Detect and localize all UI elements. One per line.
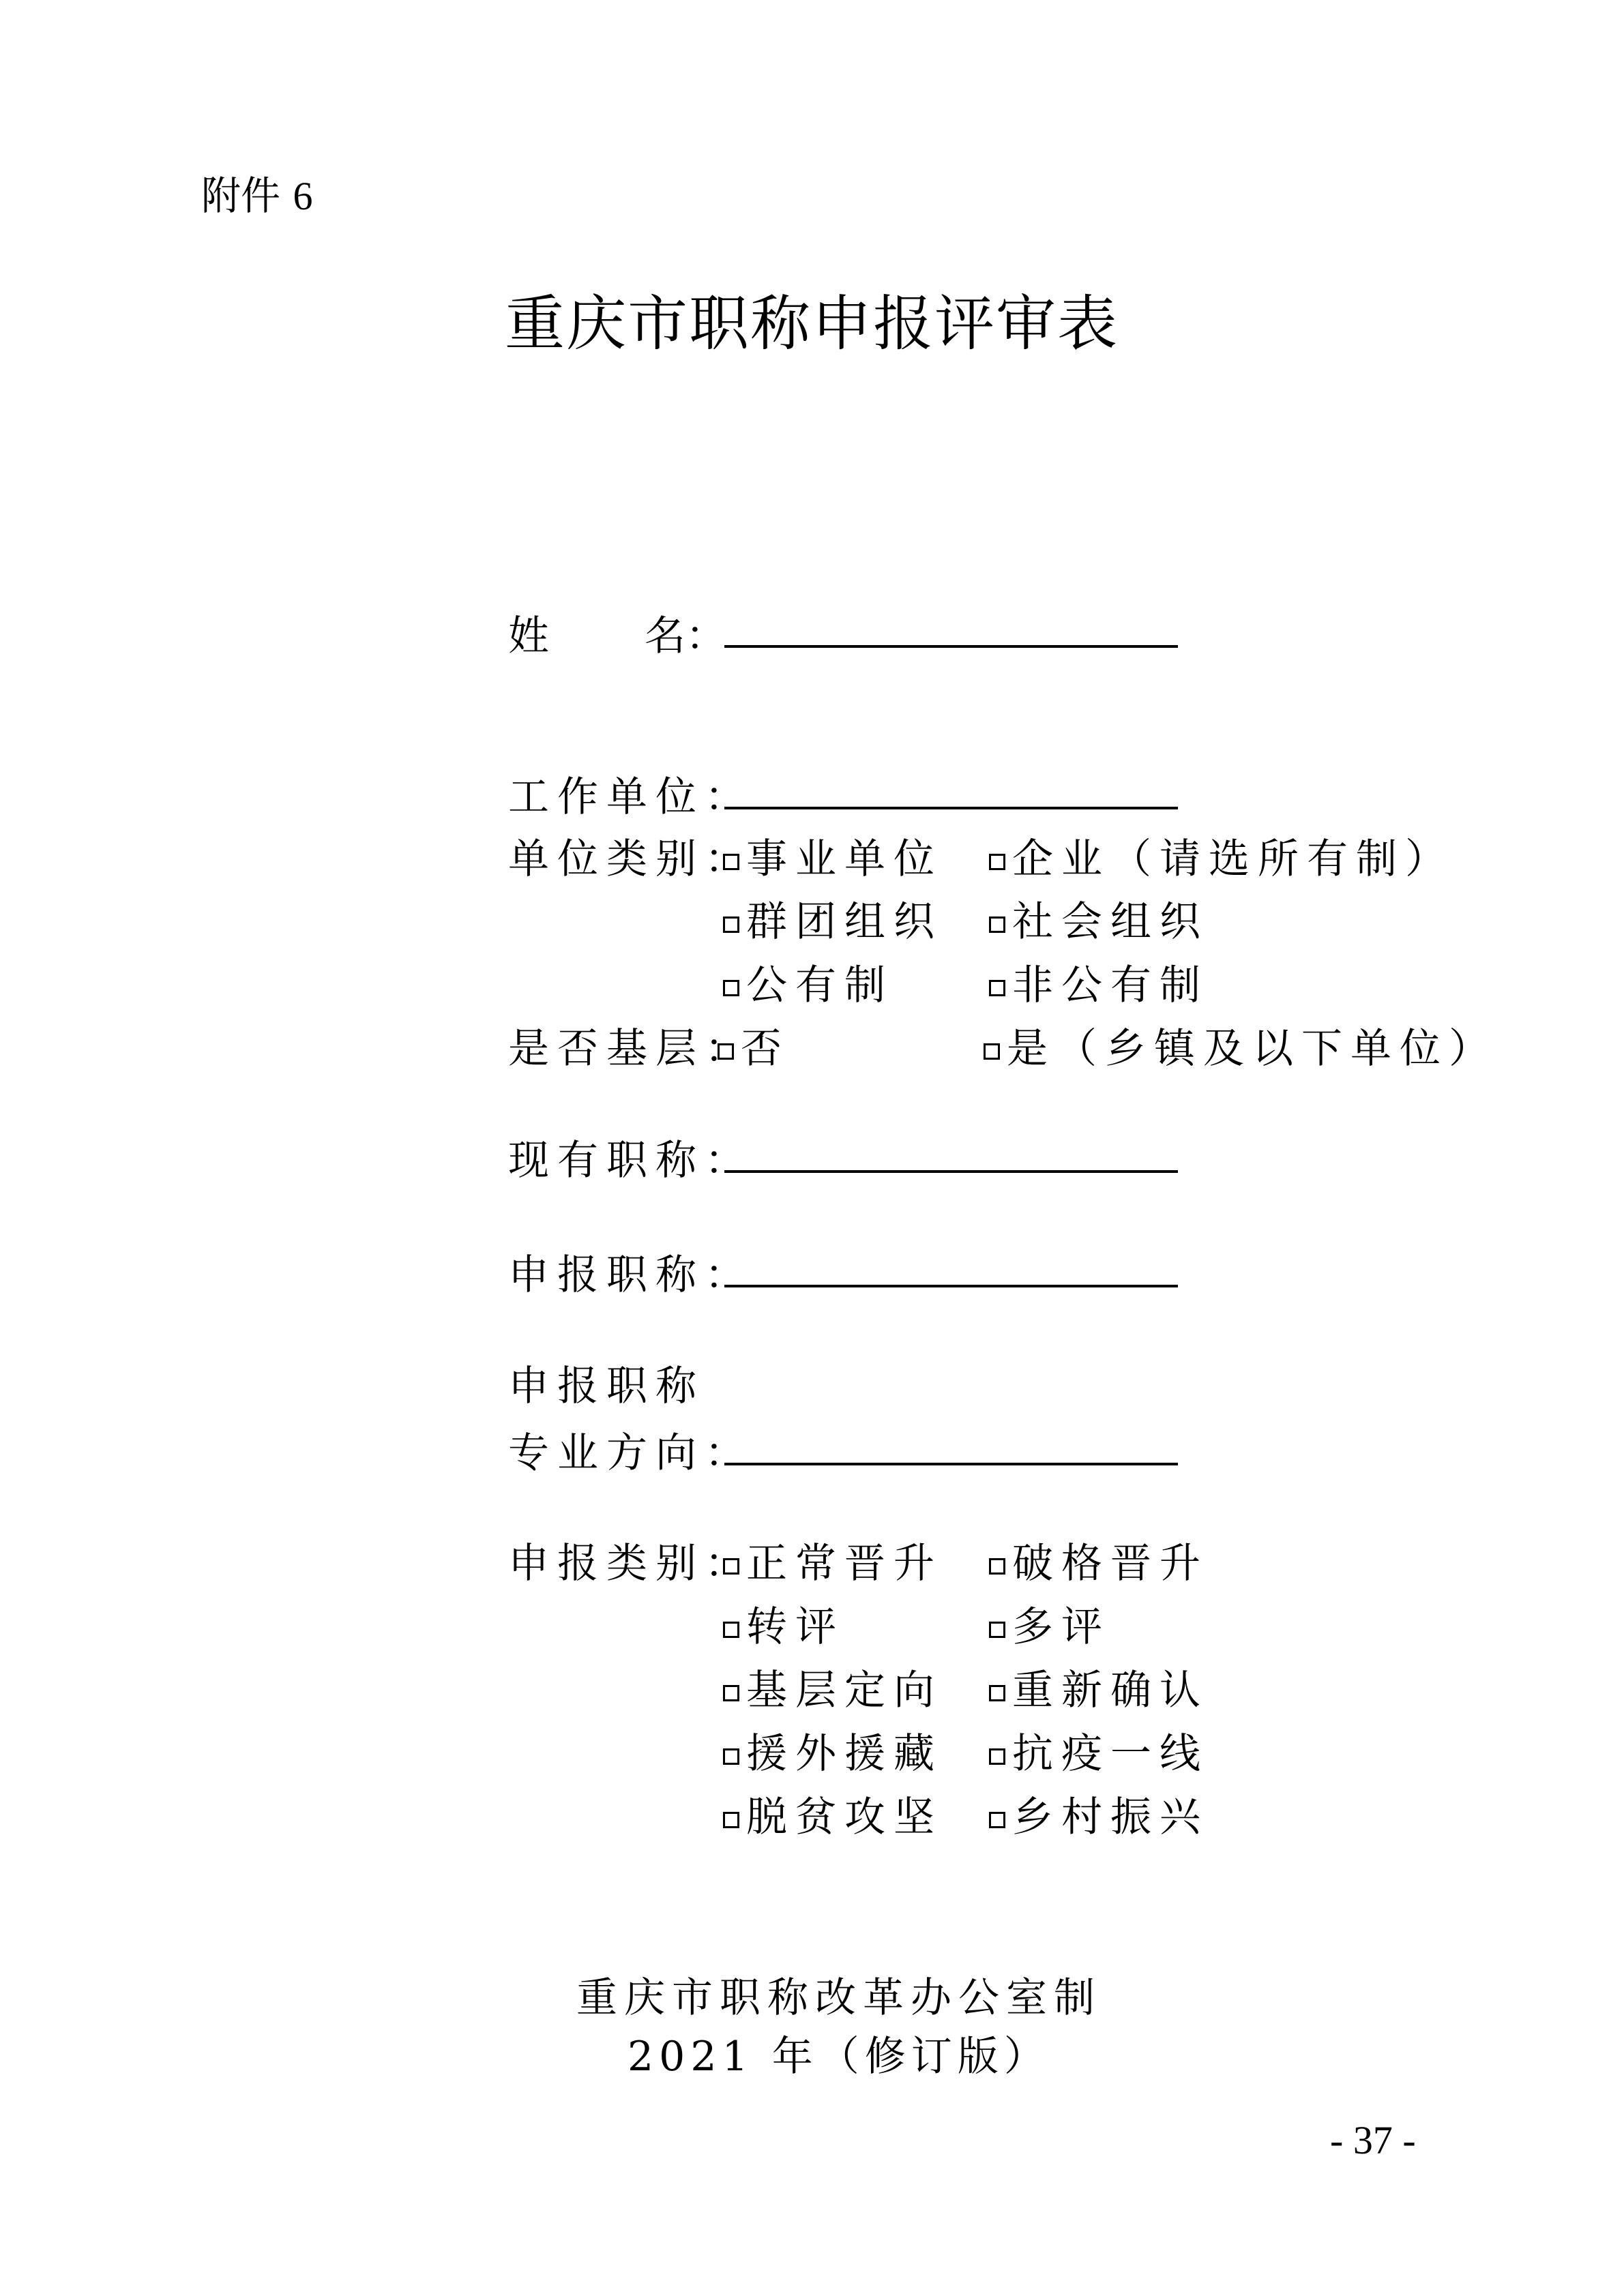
name-field[interactable] <box>724 645 1178 648</box>
apply-type-option-aid-abroad-tibet[interactable] <box>723 1721 943 1780</box>
attachment-number: 6 <box>293 174 313 218</box>
checkbox-icon[interactable] <box>989 1812 1005 1828</box>
option-label: 正常晋升 <box>746 1540 943 1587</box>
applied-title-field[interactable] <box>724 1285 1178 1287</box>
apply-type-option-exceptional-promotion[interactable] <box>989 1531 1209 1590</box>
checkbox-icon[interactable] <box>989 854 1005 870</box>
attachment-text: 附件 <box>201 173 281 219</box>
checkbox-icon[interactable] <box>989 980 1005 996</box>
option-label: 抗疫一线 <box>1012 1730 1209 1778</box>
apply-type-option-reconfirm[interactable] <box>989 1658 1209 1716</box>
current-title-label: 现有职称： <box>508 1137 754 1184</box>
unit-type-label: 单位类别： <box>508 835 754 883</box>
unit-type-option-public-institution[interactable] <box>723 826 943 885</box>
option-label: 公有制 <box>746 961 894 1009</box>
checkbox-icon[interactable] <box>723 1748 739 1765</box>
option-label: 企业（请选所有制） <box>1012 835 1454 883</box>
apply-type-option-poverty-alleviation[interactable] <box>723 1785 943 1843</box>
name-label-second: 名： <box>645 612 726 660</box>
checkbox-icon[interactable] <box>723 1812 739 1828</box>
apply-type-option-anti-epidemic[interactable] <box>989 1721 1209 1780</box>
attachment-label <box>201 164 312 221</box>
checkbox-icon[interactable] <box>718 1043 734 1060</box>
checkbox-icon[interactable] <box>989 1685 1005 1701</box>
apply-type-label: 申报类别： <box>508 1540 754 1587</box>
option-label: 事业单位 <box>746 835 943 883</box>
apply-type-option-grassroots-oriented[interactable] <box>723 1658 943 1716</box>
edition-year: 2021 年（修订版） <box>628 2033 1050 2081</box>
checkbox-icon[interactable] <box>723 1558 739 1575</box>
checkbox-icon[interactable] <box>723 1622 739 1638</box>
option-label: 是（乡镇及以下单位） <box>1007 1025 1498 1073</box>
name-label-first: 姓 <box>508 612 549 660</box>
grassroots-option-yes[interactable] <box>984 1016 1498 1075</box>
checkbox-icon[interactable] <box>989 916 1005 933</box>
checkbox-icon[interactable] <box>989 1558 1005 1575</box>
checkbox-icon[interactable] <box>723 854 739 870</box>
unit-type-option-enterprise[interactable] <box>989 826 1454 885</box>
option-label: 多评 <box>1012 1603 1110 1651</box>
apply-type-option-normal-promotion[interactable] <box>723 1531 943 1590</box>
unit-type-option-mass-organization[interactable] <box>723 889 943 948</box>
checkbox-icon[interactable] <box>723 980 739 996</box>
option-label: 社会组织 <box>1012 898 1209 946</box>
applied-title-label: 申报职称： <box>508 1251 754 1299</box>
option-label: 重新确认 <box>1012 1667 1209 1714</box>
grassroots-option-no[interactable] <box>718 1016 790 1075</box>
apply-type-option-transfer[interactable] <box>723 1594 844 1653</box>
option-label: 乡村振兴 <box>1012 1793 1209 1841</box>
applied-direction-label-line2: 专业方向： <box>508 1429 754 1477</box>
option-label: 群团组织 <box>746 898 943 946</box>
option-label: 基层定向 <box>746 1667 943 1714</box>
unit-type-option-social-organization[interactable] <box>989 889 1209 948</box>
issuing-organization: 重庆市职称改革办公室制 <box>576 1974 1102 2022</box>
option-label: 脱贫攻坚 <box>746 1793 943 1841</box>
option-label: 非公有制 <box>1012 961 1209 1009</box>
checkbox-icon[interactable] <box>723 916 739 933</box>
option-label: 转评 <box>746 1603 844 1651</box>
applied-direction-label-line1: 申报职称 <box>508 1362 705 1410</box>
applied-direction-field[interactable] <box>724 1463 1178 1465</box>
checkbox-icon[interactable] <box>984 1043 1000 1060</box>
option-label: 破格晋升 <box>1012 1540 1209 1587</box>
checkbox-icon[interactable] <box>723 1685 739 1701</box>
checkbox-icon[interactable] <box>989 1622 1005 1638</box>
apply-type-option-multiple[interactable] <box>989 1594 1110 1653</box>
option-label: 否 <box>741 1025 790 1073</box>
page-title: 重庆市职称申报评审表 <box>505 288 1119 359</box>
page-number: - 37 - <box>1330 2118 1416 2162</box>
unit-type-option-non-public-ownership[interactable] <box>989 953 1209 1011</box>
option-label: 援外援藏 <box>746 1730 943 1778</box>
name-label <box>508 603 726 662</box>
current-title-field[interactable] <box>724 1170 1178 1173</box>
checkbox-icon[interactable] <box>989 1748 1005 1765</box>
grassroots-label: 是否基层： <box>508 1025 754 1073</box>
work-unit-label: 工作单位： <box>508 773 754 821</box>
unit-type-option-public-ownership[interactable] <box>723 953 894 1011</box>
apply-type-option-rural-revitalization[interactable] <box>989 1785 1209 1843</box>
work-unit-field[interactable] <box>724 807 1178 809</box>
